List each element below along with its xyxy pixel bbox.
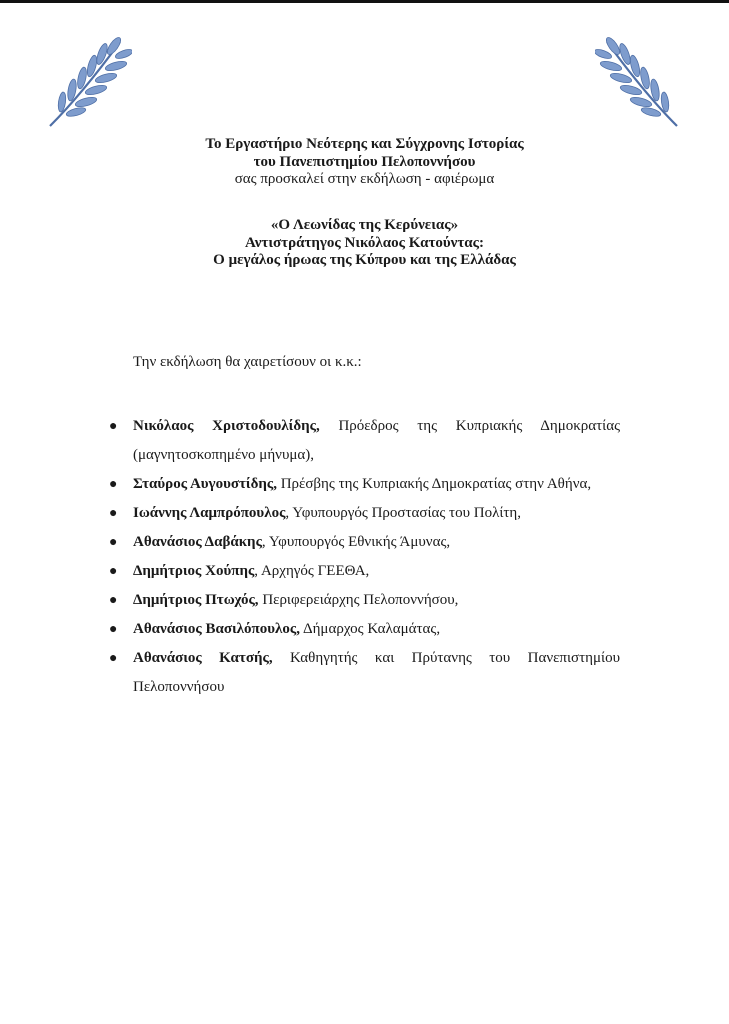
laurel-branch-right-icon bbox=[595, 34, 685, 130]
bullet-icon: ● bbox=[109, 419, 118, 434]
bullet-icon: ● bbox=[109, 622, 118, 637]
speaker-name: Νικόλαος Χριστοδουλίδης, bbox=[133, 418, 320, 434]
bullet-icon: ● bbox=[109, 593, 118, 608]
speaker-name: Δημήτριος Χούπης bbox=[133, 563, 255, 579]
speaker-name: Δημήτριος Πτωχός, bbox=[133, 592, 259, 608]
header-line-3: σας προσκαλεί στην εκδήλωση - αφιέρωμα bbox=[234, 171, 495, 187]
speaker-name: Ιωάννης Λαμπρόπουλος bbox=[133, 505, 286, 521]
list-item bbox=[105, 470, 620, 499]
speaker-role: Περιφερειάρχης Πελοποννήσου, bbox=[262, 592, 459, 608]
header-line-2: του Πανεπιστημίου Πελοποννήσου bbox=[253, 153, 476, 170]
bullet-icon: ● bbox=[109, 535, 118, 550]
speakers-intro: Την εκδήλωση θα χαιρετίσουν οι κ.κ.: bbox=[133, 354, 362, 370]
list-item bbox=[105, 557, 620, 586]
event-title-line-2: Αντιστράτηγος Νικόλαος Κατούντας: bbox=[245, 234, 484, 251]
speaker-name: Αθανάσιος Κατσής, bbox=[133, 650, 273, 666]
bullet-icon: ● bbox=[109, 506, 118, 521]
speaker-role: Πρόεδρος της Κυπριακής Δημοκρατίας (μαγνητοσκοπημένο μήνυμα), bbox=[133, 418, 621, 463]
speaker-role: Δήμαρχος Καλαμάτας, bbox=[302, 621, 441, 637]
speaker-name: Σταύρος Αυγουστίδης, bbox=[133, 476, 277, 492]
list-item bbox=[105, 528, 620, 557]
event-title-line-1: «Ο Λεωνίδας της Κερύνειας» bbox=[270, 217, 459, 233]
list-item bbox=[105, 615, 620, 644]
speaker-role: , Υφυπουργός Προστασίας του Πολίτη, bbox=[285, 505, 522, 521]
speakers-list bbox=[105, 412, 620, 702]
speaker-role: Πρέσβης της Κυπριακής Δημοκρατίας στην Αθήνα, bbox=[280, 476, 592, 492]
list-item bbox=[105, 412, 620, 470]
list-item bbox=[105, 499, 620, 528]
speaker-name: Αθανάσιος Βασιλόπουλος, bbox=[133, 621, 300, 637]
list-item bbox=[105, 586, 620, 615]
speaker-name: Αθανάσιος Δαβάκης bbox=[133, 534, 262, 550]
speaker-role: , Υφυπουργός Εθνικής Άμυνας, bbox=[261, 534, 451, 550]
bullet-icon: ● bbox=[109, 477, 118, 492]
bullet-icon: ● bbox=[109, 651, 118, 666]
speaker-role: Καθηγητής και Πρύτανης του Πανεπιστημίου Πελοποννήσου bbox=[133, 650, 620, 695]
bullet-icon: ● bbox=[109, 564, 118, 579]
laurel-branch-left-icon bbox=[42, 34, 132, 130]
top-border-line bbox=[0, 0, 729, 3]
event-title-line-3: Ο μεγάλος ήρωας της Κύπρου και της Ελλάδας bbox=[213, 252, 516, 268]
list-item bbox=[105, 644, 620, 702]
event-title bbox=[0, 217, 729, 270]
speaker-role: , Αρχηγός ΓΕΕΘΑ, bbox=[254, 563, 370, 579]
invitation-header bbox=[0, 136, 729, 189]
header-line-1: Το Εργαστήριο Νεότερης και Σύγχρονης Ιστορίας bbox=[205, 136, 524, 152]
